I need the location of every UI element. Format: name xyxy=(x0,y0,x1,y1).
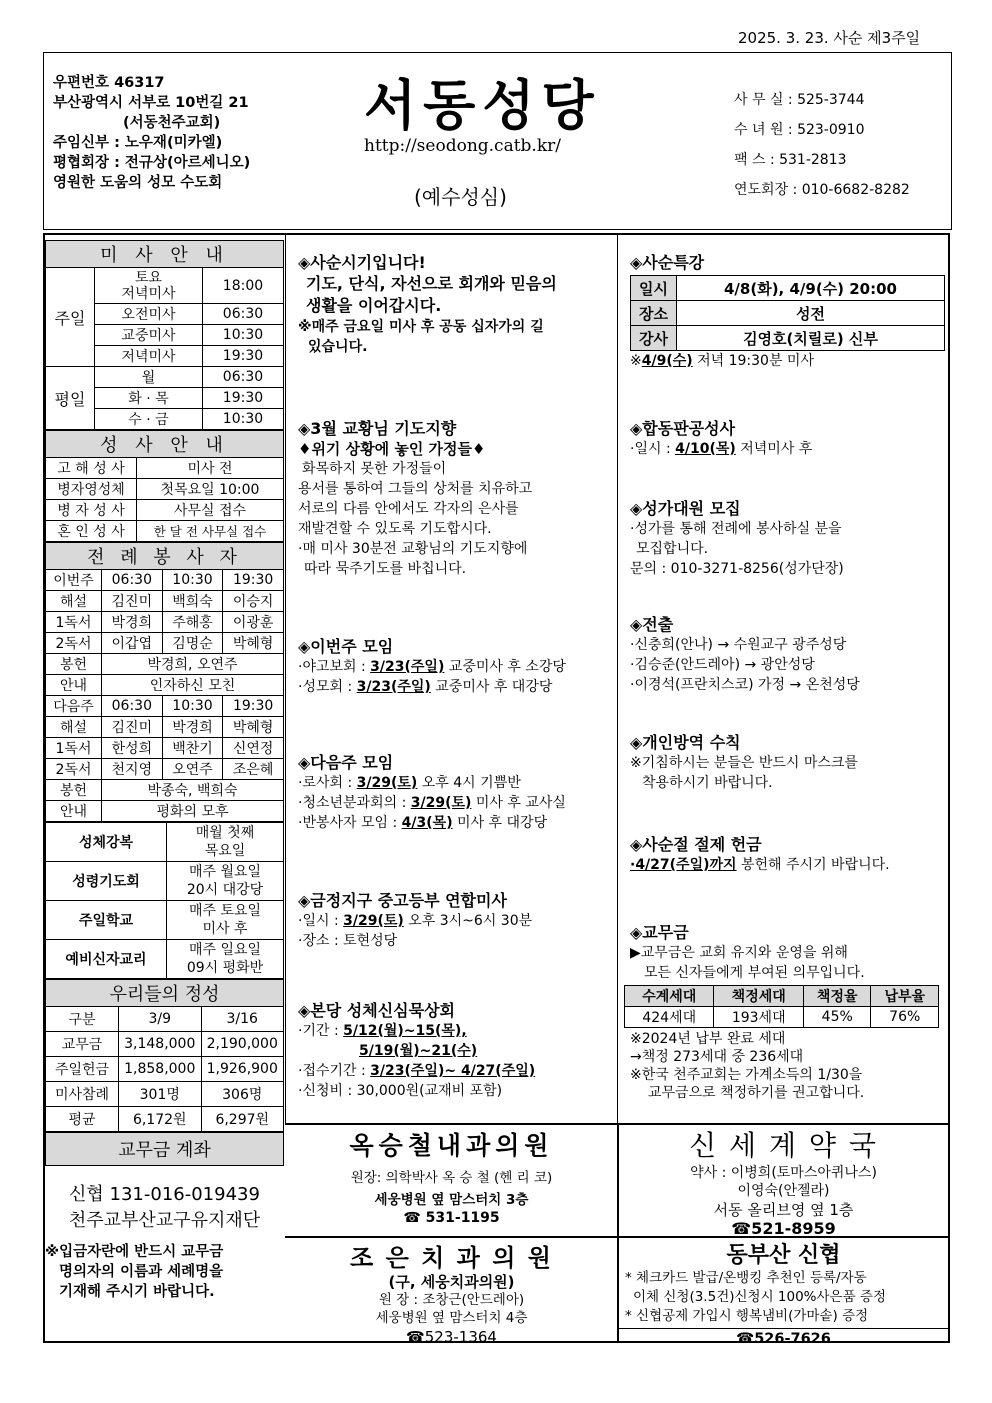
server-time: 06:30 xyxy=(102,570,163,591)
text: ·반봉사자 모임 : xyxy=(298,815,402,831)
mass-table xyxy=(45,240,284,430)
mass-time: 10:30 xyxy=(202,409,283,430)
server: 이승지 xyxy=(223,591,284,612)
note-line: ※입금자란에 반드시 교무금 xyxy=(45,1244,224,1260)
lecture-value: 4/8(화), 4/9(수) 20:00 xyxy=(677,276,945,301)
text: 미사 후 교사실 xyxy=(471,795,566,811)
section-title: ◈사순특강 xyxy=(630,253,705,272)
server: 백찬기 xyxy=(162,738,223,759)
event-name: 예비신자교리 xyxy=(46,940,167,979)
date: 3/23(주일)~ 4/27(주일) xyxy=(370,1063,536,1079)
server-time: 06:30 xyxy=(102,696,163,717)
ad-line: * 체크카드 발급/온뱅킹 추천인 등록/자동 xyxy=(625,1270,867,1286)
server: 평화의 모후 xyxy=(102,801,284,822)
text: 저녁 19:30분 미사 xyxy=(692,353,814,369)
section-title: ◈개인방역 수칙 xyxy=(630,733,741,752)
sacrament-info: 한 달 전 사무실 접수 xyxy=(137,521,284,542)
dues-head: 수계세대 xyxy=(625,986,714,1007)
account-info xyxy=(45,1182,284,1234)
ad-clinic xyxy=(286,1126,617,1226)
text-line: ·신청비 : 30,000원(교재비 포함) xyxy=(298,1083,503,1099)
ad-line: * 신협공제 가입시 행복냄비(가마솥) 증정 xyxy=(625,1308,869,1324)
event-time: 매월 첫째 목요일 xyxy=(167,823,284,862)
text-line: 모집합니다. xyxy=(636,541,709,557)
text: ※ xyxy=(630,353,642,369)
address: 부산광역시 서부로 10번길 21 xyxy=(53,95,249,111)
mass-title: 미 사 안 내 xyxy=(46,241,284,268)
text: 미사 후 대강당 xyxy=(452,815,548,831)
ad-line: 원장: 의학박사 옥 승 철 (헨 리 코) xyxy=(350,1170,553,1186)
section-title: ◈합동판공성사 xyxy=(630,419,736,438)
dues-value: 76% xyxy=(871,1007,939,1028)
text-line: ※2024년 납부 완료 세대 xyxy=(630,1031,786,1047)
mass-time: 19:30 xyxy=(202,388,283,409)
date: 4/10(목) xyxy=(675,441,736,457)
ad-pharmacy xyxy=(619,1124,948,1238)
server-time: 10:30 xyxy=(162,696,223,717)
role: 해설 xyxy=(46,591,102,612)
mass-time: 10:30 xyxy=(202,325,283,346)
offerings-table xyxy=(45,979,284,1132)
ad-title: 옥승철내과의원 xyxy=(349,1131,554,1160)
server-time: 19:30 xyxy=(223,570,284,591)
mass-name: 토요 저녁미사 xyxy=(95,268,203,304)
section-title: ◈금정지구 중고등부 연합미사 xyxy=(298,891,507,910)
text-line: →책정 273세대 중 236세대 xyxy=(630,1049,804,1065)
website-url[interactable]: http://seodong.catb.kr/ xyxy=(364,136,561,156)
date: 3/23(주일) xyxy=(356,679,431,695)
offering-label: 주일헌금 xyxy=(46,1057,119,1082)
date: 5/12(월)~15(목), xyxy=(343,1023,467,1039)
server: 김진미 xyxy=(102,717,163,738)
offering-label: 평균 xyxy=(46,1107,119,1132)
funeral-phone: 연도회장 : 010-6682-8282 xyxy=(734,182,910,198)
text: 저녁미사 후 xyxy=(735,441,813,457)
server: 이광훈 xyxy=(223,612,284,633)
ad-line: 세웅병원 옆 맘스터치 3층 xyxy=(374,1192,529,1208)
section-title: ◈성가대원 모집 xyxy=(630,499,741,518)
server: 이갑엽 xyxy=(102,633,163,654)
event-name: 성령기도회 xyxy=(46,862,167,901)
account-holder: 천주교부산교구유지재단 xyxy=(68,1210,261,1231)
text: ·성모회 : xyxy=(298,679,357,695)
ad-line: 세웅병원 옆 맘스터치 4층 xyxy=(375,1310,528,1326)
text-line: ♦위기 상황에 놓인 가정들♦ xyxy=(298,440,486,458)
server: 오연주 xyxy=(162,759,223,780)
mass-time: 06:30 xyxy=(202,367,283,388)
ad-dental xyxy=(286,1238,617,1347)
server: 인자하신 모친 xyxy=(102,675,284,696)
mass-time: 06:30 xyxy=(202,304,283,325)
ad-line: 이영숙(안젤라) xyxy=(737,1183,830,1199)
dues-table xyxy=(624,985,939,1028)
issue-date: 2025. 3. 23. 사순 제3주일 xyxy=(738,29,921,47)
week-label: 다음주 xyxy=(46,696,102,717)
server: 백희숙 xyxy=(162,591,223,612)
dues-head: 책정율 xyxy=(803,986,871,1007)
sacrament-info: 미사 전 xyxy=(137,458,284,479)
server: 박경희 xyxy=(102,612,163,633)
server: 천지영 xyxy=(102,759,163,780)
sacrament-title: 성 사 안 내 xyxy=(46,431,284,458)
joint-confession xyxy=(630,416,812,459)
lecture-label: 강사 xyxy=(631,326,677,351)
role: 2독서 xyxy=(46,633,102,654)
next-week-meetings xyxy=(298,750,566,833)
sacrament-table xyxy=(45,430,284,542)
event-name: 성체강복 xyxy=(46,823,167,862)
pope-intention xyxy=(298,416,532,579)
religious-order: 영원한 도움의 성모 수도회 xyxy=(53,175,223,191)
server: 박종숙, 백희숙 xyxy=(102,780,284,801)
date: 5/19(월)~21(수) xyxy=(359,1043,478,1059)
text: ·야고보회 : xyxy=(298,659,371,675)
parish-dues xyxy=(630,920,939,1102)
event-time: 매주 토요일 미사 후 xyxy=(167,901,284,940)
offering-value: 6,297원 xyxy=(201,1107,284,1132)
text-line: 있습니다. xyxy=(308,339,368,355)
servers-title: 전 례 봉 사 자 xyxy=(46,543,284,570)
text: ·로사회 : xyxy=(298,775,357,791)
office-phone: 사 무 실 : 525-3744 xyxy=(734,92,865,108)
ad-phone: ☎526-7626 xyxy=(736,1331,831,1347)
sacrament-info: 첫목요일 10:00 xyxy=(137,479,284,500)
text-line: ※매주 금요일 미사 후 공동 십자가의 길 xyxy=(298,319,544,335)
offering-value: 1,858,000 xyxy=(119,1057,202,1082)
server: 박혜형 xyxy=(223,717,284,738)
text-line: 따라 묵주기도를 바칩니다. xyxy=(304,561,467,577)
week-label: 이번주 xyxy=(46,570,102,591)
text: 오후 3시~6시 30분 xyxy=(403,913,533,929)
eucharist-retreat xyxy=(298,998,535,1101)
sunday-label: 주일 xyxy=(46,268,95,367)
note-line: 기재해 주시기 바랍니다. xyxy=(59,1284,215,1300)
text-line: ·신충희(안나) → 수원교구 광주성당 xyxy=(630,637,847,653)
role: 1독서 xyxy=(46,738,102,759)
role: 안내 xyxy=(46,801,102,822)
date: ·4/27(주일)까지 xyxy=(630,857,737,873)
choir-recruit xyxy=(630,496,844,579)
parish-motto: (예수성심) xyxy=(414,185,507,209)
role: 봉헌 xyxy=(46,654,102,675)
servers-table xyxy=(45,542,284,822)
text-line: 서로의 다름 안에서도 각자의 은사를 xyxy=(298,501,519,517)
church-title: 서동성당 xyxy=(364,73,601,137)
text-line: 생활을 이어갑시다. xyxy=(306,296,442,315)
text-line: 용서를 통하여 그들의 상처를 치유하고 xyxy=(298,481,533,497)
ad-credit-union xyxy=(619,1238,948,1349)
mass-name: 저녁미사 xyxy=(95,346,203,367)
council-president: 평협회장 : 전규상(아르세니오) xyxy=(53,155,251,171)
text-line: 기도, 단식, 자선으로 회개와 믿음의 xyxy=(306,274,557,293)
lent-lecture xyxy=(630,250,945,371)
offerings-head: 구분 xyxy=(46,1007,119,1032)
date: 3/29(토) xyxy=(356,775,418,791)
account-title: 교무금 계좌 xyxy=(45,1132,284,1166)
church-name-paren: (서동천주교회) xyxy=(123,115,221,131)
text-line: ※한국 천주교회는 가계소득의 1/30을 xyxy=(630,1067,863,1083)
section-title: ◈다음주 모임 xyxy=(298,753,394,772)
text-line: 화목하지 못한 가정들이 xyxy=(302,461,447,477)
section-title: ◈3월 교황님 기도지향 xyxy=(298,419,457,438)
offering-value: 301명 xyxy=(119,1082,202,1107)
offering-value: 306명 xyxy=(201,1082,284,1107)
server: 주해홍 xyxy=(162,612,223,633)
events-table xyxy=(45,822,284,979)
role: 안내 xyxy=(46,675,102,696)
dues-value: 424세대 xyxy=(625,1007,714,1028)
ad-line: (구, 세웅치과의원) xyxy=(388,1273,515,1291)
section-title: ◈교무금 xyxy=(630,923,689,942)
ad-phone: ☎521-8959 xyxy=(731,1219,836,1238)
text-line: 모든 신자들에게 부여된 의무입니다. xyxy=(644,965,865,981)
text-line: 문의 : 010-3271-8256(성가단장) xyxy=(630,561,844,577)
this-week-meetings xyxy=(298,634,566,697)
divider xyxy=(617,233,618,1123)
server: 박경희, 오연주 xyxy=(102,654,284,675)
text-line: ▶교무금은 교회 유지와 운영을 위해 xyxy=(630,945,848,961)
lecture-label: 장소 xyxy=(631,301,677,326)
left-column xyxy=(45,240,284,1302)
weekday-label: 평일 xyxy=(46,367,95,430)
lent-notice xyxy=(298,250,557,357)
ad-phone: ☎523-1364 xyxy=(406,1328,497,1346)
date: 4/9(수) xyxy=(641,353,693,369)
sacrament-info: 사무실 접수 xyxy=(137,500,284,521)
convent-phone: 수 녀 원 : 523-0910 xyxy=(734,122,865,138)
event-time: 매주 월요일 20시 대강당 xyxy=(167,862,284,901)
sacrament-name: 병 자 성 사 xyxy=(46,500,137,521)
offering-value: 2,190,000 xyxy=(201,1032,284,1057)
ad-title: 신 세 계 약 국 xyxy=(689,1129,878,1162)
text: ·기간 : xyxy=(298,1023,344,1039)
lecture-label: 일시 xyxy=(631,276,677,301)
text-line: ·장소 : 토현성당 xyxy=(298,933,398,949)
fax: 팩 스 : 531-2813 xyxy=(734,152,847,168)
role: 2독서 xyxy=(46,759,102,780)
mass-name: 교중미사 xyxy=(95,325,203,346)
contacts xyxy=(734,85,910,205)
text: ·일시 : xyxy=(630,441,676,457)
event-time: 매주 일요일 09시 평화반 xyxy=(167,940,284,979)
account-note xyxy=(45,1242,284,1302)
ad-line: 서동 올리브영 옆 1층 xyxy=(713,1201,854,1219)
divider xyxy=(285,233,286,1123)
text-line: 재발견할 수 있도록 기도합시다. xyxy=(298,521,492,537)
mass-time: 18:00 xyxy=(202,268,283,304)
section-title: ◈사순절 절제 헌금 xyxy=(630,835,762,854)
section-title: ◈이번주 모임 xyxy=(298,637,394,656)
lent-offering xyxy=(630,832,890,875)
sacrament-name: 고 해 성 사 xyxy=(46,458,137,479)
ad-phone: ☎ 531-1195 xyxy=(403,1210,500,1226)
server-time: 19:30 xyxy=(223,696,284,717)
mass-day: 화 · 목 xyxy=(95,388,203,409)
text-line: ※기침하시는 분들은 반드시 마스크를 xyxy=(630,755,858,771)
postal-code: 우편번호 46317 xyxy=(53,75,165,91)
ad-title: 조 은 치 과 의 원 xyxy=(350,1244,553,1272)
text-line: 착용하시기 바랍니다. xyxy=(642,775,773,791)
dues-head: 책정세대 xyxy=(714,986,803,1007)
text: 교중미사 후 소강당 xyxy=(444,659,566,675)
mass-day: 월 xyxy=(95,367,203,388)
joint-youth-mass xyxy=(298,888,532,951)
server: 박혜형 xyxy=(223,633,284,654)
text: ·청소년분과회의 : xyxy=(298,795,411,811)
dues-value: 193세대 xyxy=(714,1007,803,1028)
mass-name: 오전미사 xyxy=(95,304,203,325)
offering-label: 교무금 xyxy=(46,1032,119,1057)
sacrament-name: 병자영성체 xyxy=(46,479,137,500)
server: 김진미 xyxy=(102,591,163,612)
ad-line: 약사 : 이병희(토마스아퀴나스) xyxy=(690,1165,877,1181)
text: 봉헌해 주시기 바랍니다. xyxy=(736,857,890,873)
role: 해설 xyxy=(46,717,102,738)
date: 4/3(목) xyxy=(401,815,453,831)
section-title: ◈전출 xyxy=(630,615,674,634)
offering-label: 미사참례 xyxy=(46,1082,119,1107)
section-title: ◈사순시기입니다! xyxy=(298,253,426,272)
lecture-value: 김영호(치릴로) 신부 xyxy=(677,326,945,351)
offerings-head: 3/9 xyxy=(119,1007,202,1032)
text-line: ·이경석(프란치스코) 가정 → 온천성당 xyxy=(630,677,860,693)
sacrament-name: 혼 인 성 사 xyxy=(46,521,137,542)
date: 3/29(토) xyxy=(410,795,472,811)
text-line: ·매 미사 30분전 교황님의 기도지향에 xyxy=(298,541,528,557)
quarantine-rules xyxy=(630,730,858,793)
pastor: 주임신부 : 노우재(미카엘) xyxy=(53,135,223,151)
text: 교중미사 후 대강당 xyxy=(430,679,553,695)
role: 1독서 xyxy=(46,612,102,633)
server: 박경희 xyxy=(162,717,223,738)
text: ·접수기간 : xyxy=(298,1063,371,1079)
lecture-table xyxy=(630,275,945,351)
offerings-title: 우리들의 정성 xyxy=(46,980,284,1007)
offering-value: 1,926,900 xyxy=(201,1057,284,1082)
section-title: ◈본당 성체신심묵상회 xyxy=(298,1001,455,1020)
text-line: ·성가를 통해 전례에 봉사하실 분을 xyxy=(630,521,842,537)
server-time: 10:30 xyxy=(162,570,223,591)
server: 신연정 xyxy=(223,738,284,759)
text: ·일시 : xyxy=(298,913,344,929)
note-line: 명의자의 이름과 세례명을 xyxy=(59,1264,224,1280)
transfers xyxy=(630,612,860,695)
date: 3/29(토) xyxy=(343,913,404,929)
text-line: 교무금으로 책정하기를 권고합니다. xyxy=(648,1085,865,1101)
text: 오후 4시 기쁨반 xyxy=(417,775,521,791)
dues-value: 45% xyxy=(803,1007,871,1028)
text-line: ·김승준(안드레아) → 광안성당 xyxy=(630,657,815,673)
account-number: 신협 131-016-019439 xyxy=(69,1184,260,1205)
mass-day: 수 · 금 xyxy=(95,409,203,430)
church-info xyxy=(53,73,250,193)
ad-title: 동부산 신협 xyxy=(726,1243,841,1268)
offering-value: 3,148,000 xyxy=(119,1032,202,1057)
lecture-value: 성전 xyxy=(677,301,945,326)
date: 3/23(주일) xyxy=(370,659,445,675)
ad-line: 원 장 : 조창근(안드레아) xyxy=(378,1292,525,1308)
offering-value: 6,172원 xyxy=(119,1107,202,1132)
server: 조은혜 xyxy=(223,759,284,780)
event-name: 주일학교 xyxy=(46,901,167,940)
offerings-head: 3/16 xyxy=(201,1007,284,1032)
server: 김명순 xyxy=(162,633,223,654)
server: 한성희 xyxy=(102,738,163,759)
header-box xyxy=(43,52,952,230)
ad-line: 이체 신청(3.5건)신청시 100%사은품 증정 xyxy=(633,1289,887,1305)
role: 봉헌 xyxy=(46,780,102,801)
mass-time: 19:30 xyxy=(202,346,283,367)
dues-head: 납부율 xyxy=(871,986,939,1007)
